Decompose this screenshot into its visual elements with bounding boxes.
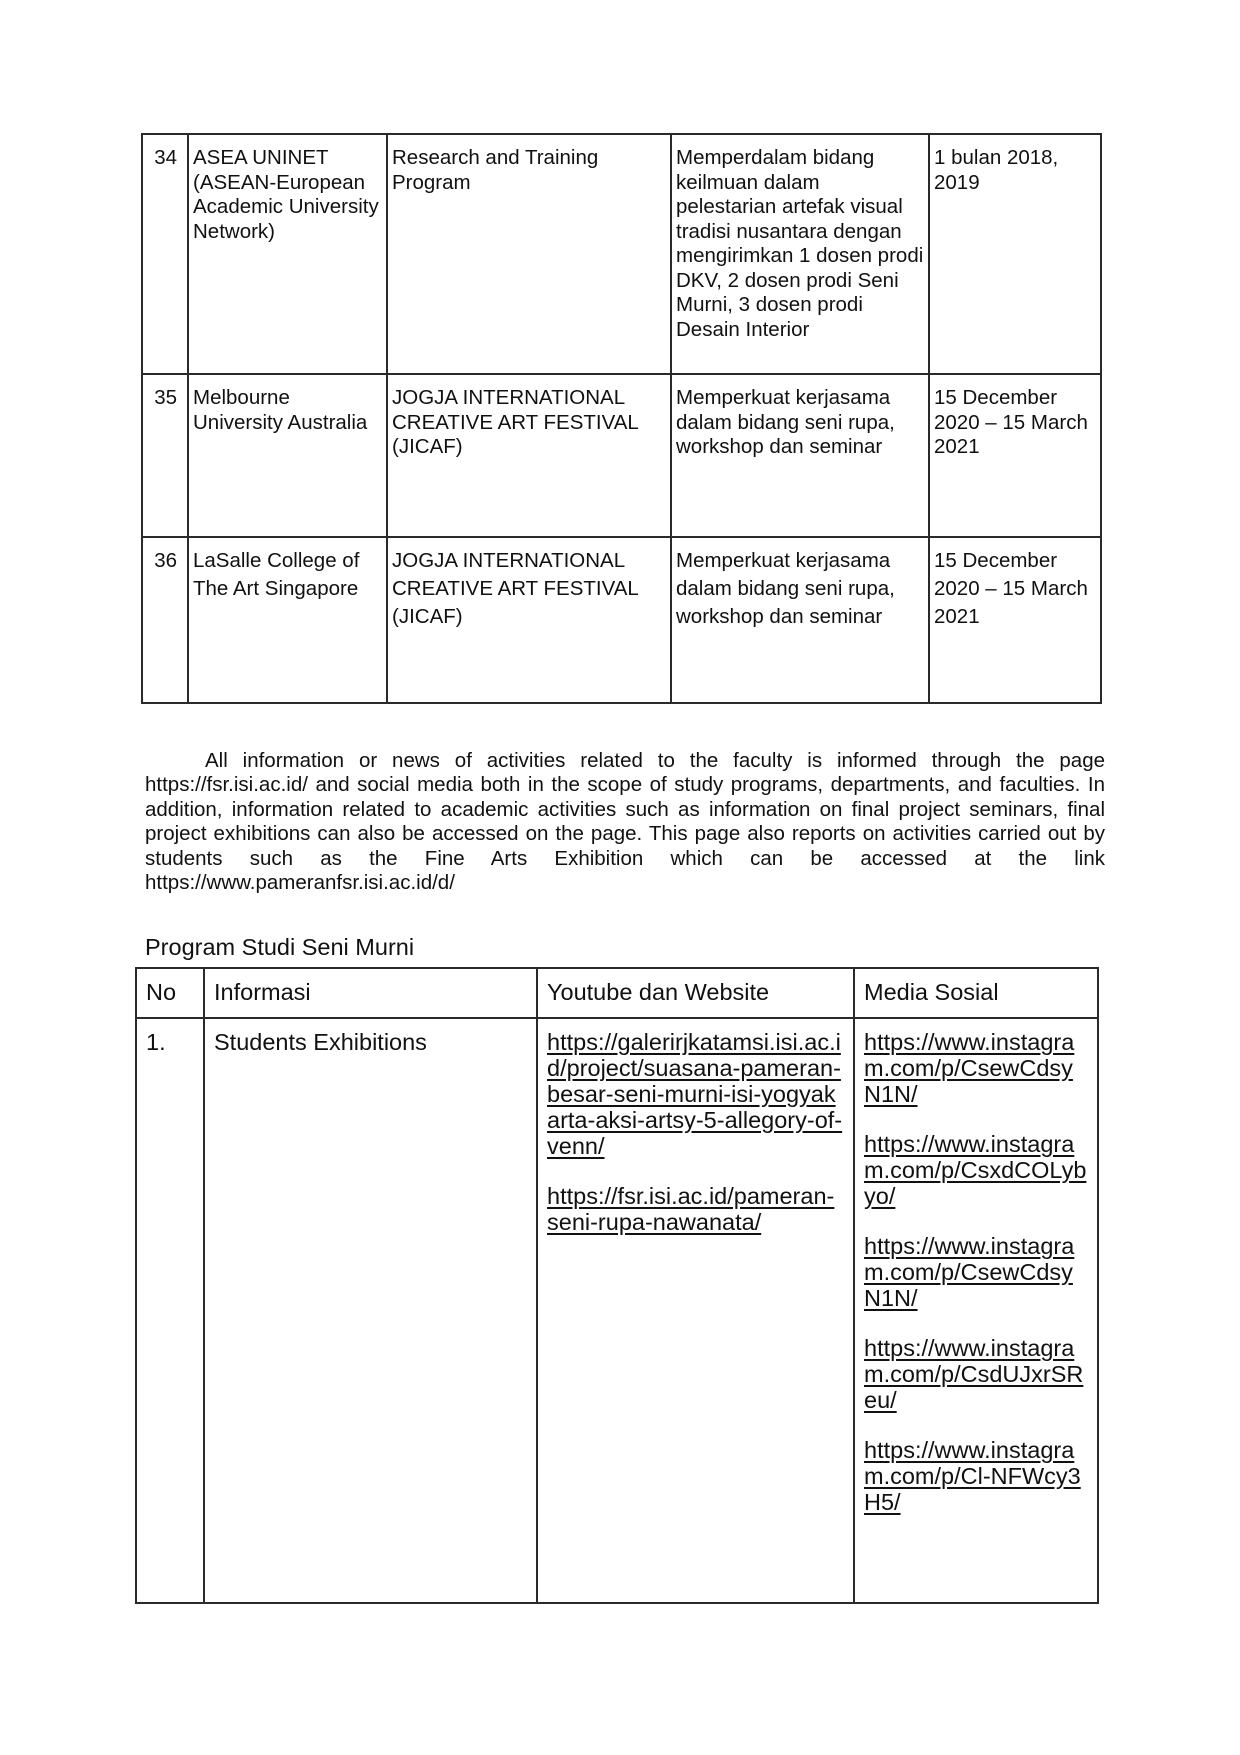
social-links-cell: [854, 1018, 1098, 1603]
media-links-table: [135, 967, 1099, 1604]
purpose-cell: Memperkuat kerjasama dalam bidang seni rupa, workshop dan seminar: [671, 374, 929, 537]
table-header-row: [136, 968, 1098, 1018]
info-paragraph: All information or news of activities related to the faculty is informed through the page https://fsr.isi.ac.id/ and social media both in the scope of study programs, departments, and faculties. In addition, information related to academic activities such as information on final project seminars, final project exhibitions can also be accessed on the page. This page also reports on activities carried out by students such as the Fine Arts Exhibition which can be accessed at the link https://www.pameranfsr.isi.ac.id/d/: [145, 749, 1105, 895]
link-item: [864, 1437, 1088, 1515]
row-number: 35: [142, 374, 188, 537]
table-row: [136, 1018, 1098, 1603]
instagram-link[interactable]: https://www.instagram.com/p/CsxdCOLybyo/: [864, 1131, 1087, 1209]
partner-cell: Melbourne University Australia: [188, 374, 387, 537]
link-item: [864, 1131, 1088, 1209]
partner-cell: LaSalle College of The Art Singapore: [188, 537, 387, 703]
partner-cell: ASEA UNINET (ASEAN-European Academic University Network): [188, 134, 387, 374]
link-item: [864, 1335, 1088, 1413]
table-row: [142, 374, 1101, 537]
column-header-info: Informasi: [204, 968, 537, 1018]
instagram-link[interactable]: https://www.instagram.com/p/Cl-NFWcy3H5/: [864, 1437, 1081, 1515]
website-links-cell: [537, 1018, 854, 1603]
program-cell: JOGJA INTERNATIONAL CREATIVE ART FESTIVAL (JICAF): [387, 374, 671, 537]
info-cell: Students Exhibitions: [204, 1018, 537, 1603]
section-title: Program Studi Seni Murni: [145, 934, 415, 960]
period-cell: 15 December 2020 – 15 March 2021: [929, 374, 1101, 537]
row-number: 1.: [136, 1018, 204, 1603]
period-cell: 1 bulan 2018, 2019: [929, 134, 1101, 374]
link-item: [864, 1029, 1088, 1107]
table-row: [142, 537, 1101, 703]
row-number: 36: [142, 537, 188, 703]
cooperation-table: [141, 133, 1102, 704]
link-item: [547, 1029, 844, 1159]
instagram-link[interactable]: https://www.instagram.com/p/CsewCdsyN1N/: [864, 1029, 1075, 1107]
purpose-cell: Memperdalam bidang keilmuan dalam pelestarian artefak visual tradisi nusantara dengan mengirimkan 1 dosen prodi DKV, 2 dosen prodi Seni Murni, 3 dosen prodi Desain Interior: [671, 134, 929, 374]
program-cell: Research and Training Program: [387, 134, 671, 374]
column-header-no: No: [136, 968, 204, 1018]
row-number: 34: [142, 134, 188, 374]
purpose-cell: Memperkuat kerjasama dalam bidang seni rupa, workshop dan seminar: [671, 537, 929, 703]
link-item: [547, 1183, 844, 1235]
program-cell: JOGJA INTERNATIONAL CREATIVE ART FESTIVAL (JICAF): [387, 537, 671, 703]
period-cell: 15 December 2020 – 15 March 2021: [929, 537, 1101, 703]
table-row: [142, 134, 1101, 374]
instagram-link[interactable]: https://www.instagram.com/p/CsewCdsyN1N/: [864, 1233, 1075, 1311]
website-link[interactable]: https://galerirjkatamsi.isi.ac.id/project/suasana-pameran-besar-seni-murni-isi-yogyakarta-aksi-artsy-5-allegory-of-venn/: [547, 1029, 843, 1159]
website-link[interactable]: https://fsr.isi.ac.id/pameran-seni-rupa-nawanata/: [547, 1183, 835, 1235]
instagram-link[interactable]: https://www.instagram.com/p/CsdUJxrSReu/: [864, 1335, 1084, 1413]
column-header-youtube-website: Youtube dan Website: [537, 968, 854, 1018]
link-item: [864, 1233, 1088, 1311]
column-header-social-media: Media Sosial: [854, 968, 1098, 1018]
